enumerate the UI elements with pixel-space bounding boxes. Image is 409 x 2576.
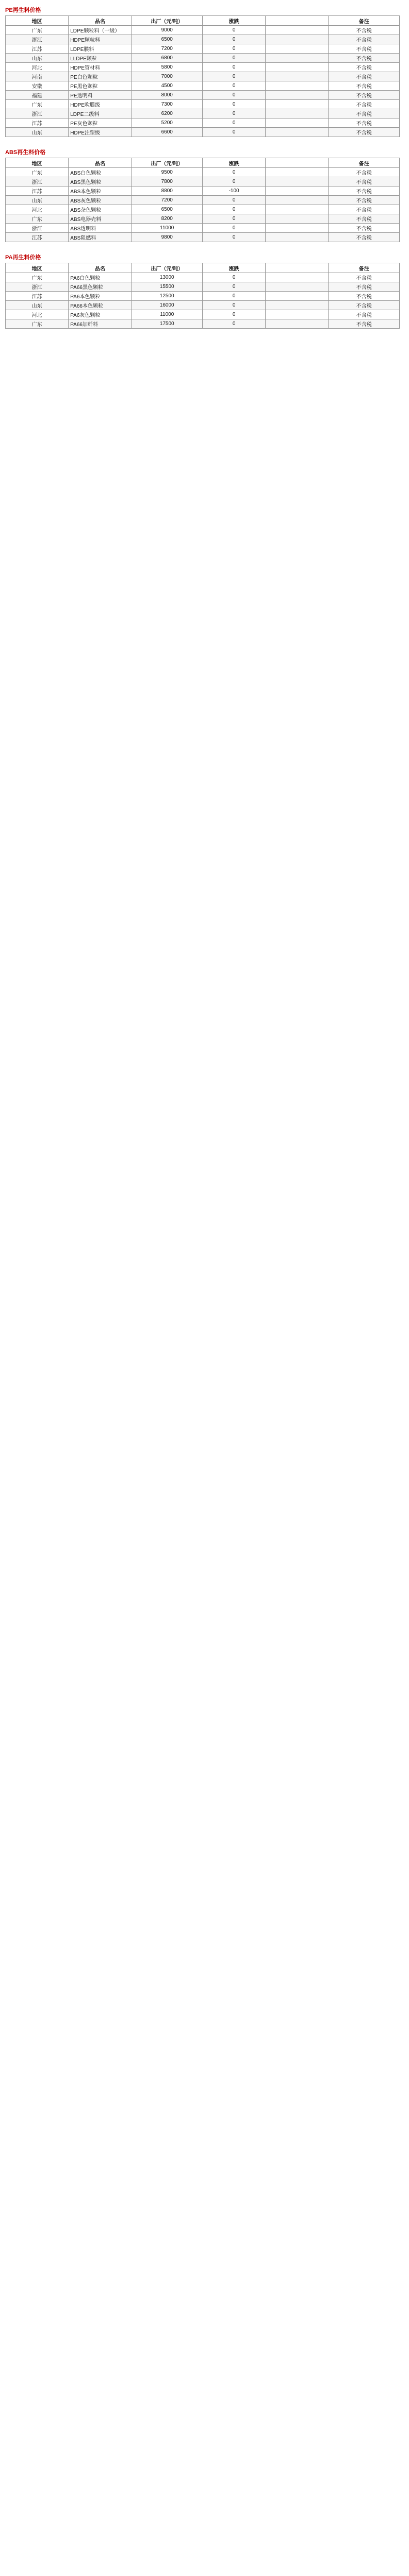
table-row [6,44,400,54]
cell-product: ABS黑色颗粒 [69,177,132,187]
cell-product: ABS杂色颗粒 [69,205,132,214]
table-row [6,168,400,177]
table-header-row [6,16,400,26]
column-header-region: 地区 [6,158,69,168]
cell-blank [266,214,329,224]
cell-change: 0 [202,273,265,282]
cell-factory-price: 7800 [132,177,203,187]
cell-change: 0 [202,310,265,319]
table-row [6,177,400,187]
cell-remark: 不含税 [329,282,400,292]
cell-region: 广东 [6,273,69,282]
cell-product: HDPE颗粒料 [69,35,132,44]
price-table [5,158,400,242]
cell-product: LLDPE颗粒 [69,54,132,63]
cell-remark: 不含税 [329,63,400,72]
cell-factory-price: 17500 [132,319,203,329]
section-title: ABS再生料价格 [5,149,46,156]
cell-blank [266,44,329,54]
cell-remark: 不含税 [329,128,400,137]
cell-region: 江苏 [6,187,69,196]
cell-region: 广东 [6,214,69,224]
cell-blank [266,100,329,109]
cell-change: 0 [202,118,265,128]
cell-product: ABS透明料 [69,224,132,233]
cell-change: 0 [202,91,265,100]
cell-factory-price: 6800 [132,54,203,63]
column-header-blank [266,16,329,26]
cell-blank [266,196,329,205]
cell-blank [266,187,329,196]
cell-blank [266,128,329,137]
column-header-blank [266,158,329,168]
cell-factory-price: 5800 [132,63,203,72]
table-row [6,319,400,329]
cell-change: 0 [202,109,265,118]
cell-blank [266,63,329,72]
cell-blank [266,177,329,187]
cell-blank [266,81,329,91]
price-table [5,15,400,137]
column-header-remark: 备注 [329,16,400,26]
column-header-blank [266,263,329,273]
table-row [6,196,400,205]
cell-remark: 不含税 [329,109,400,118]
cell-remark: 不含税 [329,214,400,224]
cell-region: 广东 [6,168,69,177]
cell-change: -100 [202,187,265,196]
cell-blank [266,292,329,301]
cell-blank [266,319,329,329]
cell-change: 0 [202,63,265,72]
section-gap [5,137,400,144]
cell-change: 0 [202,128,265,137]
cell-remark: 不含税 [329,81,400,91]
cell-region: 河北 [6,205,69,214]
table-row [6,292,400,301]
cell-product: LDPE膜料 [69,44,132,54]
cell-factory-price: 8200 [132,214,203,224]
table-row [6,301,400,310]
price-table [5,263,400,329]
cell-blank [266,273,329,282]
cell-change: 0 [202,233,265,242]
table-row [6,214,400,224]
cell-product: PA66加纤料 [69,319,132,329]
table-row [6,63,400,72]
cell-factory-price: 6200 [132,109,203,118]
cell-remark: 不含税 [329,44,400,54]
cell-region: 广东 [6,319,69,329]
cell-change: 0 [202,196,265,205]
table-row [6,282,400,292]
cell-factory-price: 15500 [132,282,203,292]
cell-factory-price: 7200 [132,196,203,205]
cell-remark: 不含税 [329,205,400,214]
table-row [6,118,400,128]
cell-factory-price: 7200 [132,44,203,54]
cell-blank [266,91,329,100]
cell-remark: 不含税 [329,118,400,128]
table-row [6,81,400,91]
cell-product: PE白色颗粒 [69,72,132,81]
cell-product: PA6本色颗粒 [69,292,132,301]
cell-region: 河北 [6,63,69,72]
cell-region: 福建 [6,91,69,100]
cell-factory-price: 6600 [132,128,203,137]
column-header-factory-price: 出厂（元/吨） [132,16,203,26]
table-header-row [6,263,400,273]
cell-product: PA66本色颗粒 [69,301,132,310]
cell-factory-price: 9000 [132,26,203,35]
cell-product: PA6白色颗粒 [69,273,132,282]
table-row [6,91,400,100]
column-header-product: 品名 [69,158,132,168]
cell-product: HDPE管材料 [69,63,132,72]
cell-change: 0 [202,177,265,187]
cell-region: 江苏 [6,44,69,54]
cell-factory-price: 9500 [132,168,203,177]
cell-factory-price: 11000 [132,310,203,319]
cell-blank [266,109,329,118]
cell-remark: 不含税 [329,319,400,329]
cell-region: 江苏 [6,292,69,301]
cell-region: 山东 [6,54,69,63]
cell-product: LDPE二级料 [69,109,132,118]
section-title: PA再生料价格 [5,255,41,261]
cell-region: 山东 [6,128,69,137]
cell-factory-price: 8800 [132,187,203,196]
table-row [6,310,400,319]
cell-change: 0 [202,282,265,292]
cell-blank [266,54,329,63]
cell-change: 0 [202,292,265,301]
column-header-region: 地区 [6,16,69,26]
cell-factory-price: 7000 [132,72,203,81]
cell-remark: 不含税 [329,301,400,310]
table-row [6,100,400,109]
cell-remark: 不含税 [329,310,400,319]
cell-remark: 不含税 [329,224,400,233]
cell-change: 0 [202,35,265,44]
cell-blank [266,282,329,292]
section-gap [5,242,400,249]
column-header-product: 品名 [69,16,132,26]
table-row [6,233,400,242]
table-row [6,72,400,81]
cell-factory-price: 6500 [132,35,203,44]
cell-product: ABS本色颗粒 [69,187,132,196]
column-header-remark: 备注 [329,158,400,168]
cell-factory-price: 11000 [132,224,203,233]
table-row [6,273,400,282]
cell-blank [266,205,329,214]
cell-remark: 不含税 [329,35,400,44]
cell-factory-price: 16000 [132,301,203,310]
column-header-change: 涨跌 [202,16,265,26]
cell-region: 河北 [6,310,69,319]
column-header-remark: 备注 [329,263,400,273]
cell-product: PA66黑色颗粒 [69,282,132,292]
column-header-region: 地区 [6,263,69,273]
cell-factory-price: 4500 [132,81,203,91]
cell-region: 广东 [6,26,69,35]
column-header-change: 涨跌 [202,158,265,168]
table-header-row [6,158,400,168]
page [0,0,409,334]
cell-region: 广东 [6,100,69,109]
cell-remark: 不含税 [329,233,400,242]
table-row [6,109,400,118]
cell-region: 安徽 [6,81,69,91]
cell-change: 0 [202,72,265,81]
column-header-factory-price: 出厂（元/吨） [132,263,203,273]
cell-region: 河南 [6,72,69,81]
section-title: PE再生料价格 [5,7,41,13]
table-row [6,224,400,233]
cell-change: 0 [202,100,265,109]
cell-blank [266,118,329,128]
cell-blank [266,72,329,81]
cell-factory-price: 7300 [132,100,203,109]
cell-remark: 不含税 [329,292,400,301]
cell-factory-price: 9800 [132,233,203,242]
cell-blank [266,233,329,242]
cell-factory-price: 13000 [132,273,203,282]
cell-change: 0 [202,205,265,214]
cell-product: PE透明料 [69,91,132,100]
column-header-change: 涨跌 [202,263,265,273]
column-header-product: 品名 [69,263,132,273]
cell-factory-price: 5200 [132,118,203,128]
cell-change: 0 [202,54,265,63]
cell-region: 浙江 [6,282,69,292]
cell-product: HDPE吹膜级 [69,100,132,109]
cell-change: 0 [202,214,265,224]
cell-change: 0 [202,26,265,35]
cell-change: 0 [202,81,265,91]
cell-blank [266,168,329,177]
cell-blank [266,26,329,35]
table-row [6,187,400,196]
cell-remark: 不含税 [329,177,400,187]
table-row [6,26,400,35]
cell-change: 0 [202,319,265,329]
cell-blank [266,310,329,319]
cell-change: 0 [202,44,265,54]
sections-container [5,5,400,329]
cell-region: 江苏 [6,118,69,128]
cell-product: PE黑色颗粒 [69,81,132,91]
cell-product: LDPE颗粒料（一级） [69,26,132,35]
cell-change: 0 [202,301,265,310]
cell-remark: 不含税 [329,196,400,205]
cell-region: 江苏 [6,233,69,242]
cell-remark: 不含税 [329,273,400,282]
cell-factory-price: 6500 [132,205,203,214]
cell-product: PA6灰色颗粒 [69,310,132,319]
cell-product: PE灰色颗粒 [69,118,132,128]
cell-product: ABS灰色颗粒 [69,196,132,205]
cell-blank [266,35,329,44]
cell-region: 浙江 [6,109,69,118]
cell-factory-price: 8000 [132,91,203,100]
cell-factory-price: 12500 [132,292,203,301]
table-row [6,128,400,137]
table-row [6,205,400,214]
table-row [6,35,400,44]
cell-change: 0 [202,224,265,233]
cell-remark: 不含税 [329,91,400,100]
cell-product: ABS白色颗粒 [69,168,132,177]
cell-remark: 不含税 [329,26,400,35]
cell-product: HDPE注塑级 [69,128,132,137]
cell-remark: 不含税 [329,187,400,196]
table-row [6,54,400,63]
cell-remark: 不含税 [329,100,400,109]
cell-remark: 不含税 [329,54,400,63]
cell-region: 浙江 [6,35,69,44]
cell-remark: 不含税 [329,72,400,81]
cell-remark: 不含税 [329,168,400,177]
cell-product: ABS电器壳料 [69,214,132,224]
cell-region: 浙江 [6,177,69,187]
cell-region: 山东 [6,196,69,205]
cell-change: 0 [202,168,265,177]
column-header-factory-price: 出厂（元/吨） [132,158,203,168]
cell-region: 山东 [6,301,69,310]
cell-region: 浙江 [6,224,69,233]
cell-blank [266,301,329,310]
cell-blank [266,224,329,233]
cell-product: ABS阻燃料 [69,233,132,242]
